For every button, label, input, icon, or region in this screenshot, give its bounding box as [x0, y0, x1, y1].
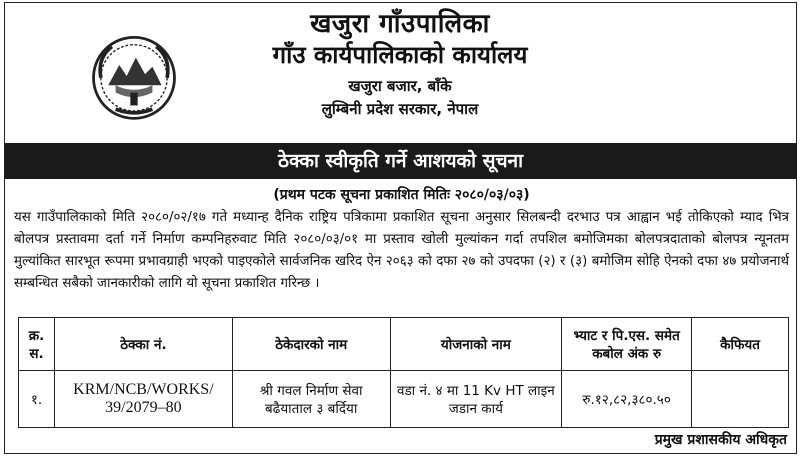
notice-body: यस गाउँपालिकाको मिति २०८०/०२/१७ गते मध्यान्ह दैनिक राष्ट्रिय पत्रिकामा प्रकाशित सूचना अनुसार सिलबन्दी दरभाउ पत्र आह्वान भई तोकिएको म्याद भित्र बोलपत्र प्रस्तावमा दर्ता गर्ने निर्माण कम्पनिहरुवाट मिति २०८०/०३/०१ मा प्रस्ताव खोली मुल्यांकन गर्दा तपशिल बमोजिमका बोलपत्रदाताको बोलपत्र न्यूनतम मुल्यांकित सारभूत रूपमा प्रभावग्राही भएको पाइएकोले सार्वजनिक खरिद ऐन २०६३ को दफा २७ को उपदफा (२) र (३) बमोजिम सोहि ऐनको दफा ४७ प्रयोजनार्थ सम्बन्धित सबैको जानकारीको लागि यो सूचना प्रकाशित गरिन्छ ।: [14, 210, 789, 291]
table-header-row: [19, 318, 789, 371]
cell-contractor: श्री गवल निर्माण सेवा बढैयाताल ३ बर्दिया: [232, 371, 390, 428]
province-line: लुम्बिनी प्रदेश सरकार, नेपाल: [321, 100, 479, 118]
publish-date: (प्रथम पटक सूचना प्रकाशित मितिः २०८०/०३/०३): [273, 187, 530, 203]
signatory-title: प्रमुख प्रशासकीय अधिकृत: [654, 432, 787, 448]
col-serial: क्र. स.: [19, 318, 55, 371]
col-contractor: ठेकेदारको नाम: [232, 318, 390, 371]
nepal-emblem-icon: [88, 30, 180, 122]
table-row: [19, 371, 789, 428]
cell-project: वडा नं. ४ मा 11 Kv HT लाइन जडान कार्य: [390, 371, 562, 428]
notice-title: ठेक्का स्वीकृति गर्ने आशयको सूचना: [4, 143, 797, 179]
office-address: खजुरा बजार, बाँके: [348, 77, 452, 95]
cell-remarks: [692, 371, 789, 428]
bid-table: [18, 317, 789, 428]
col-project: योजनाको नाम: [390, 318, 562, 371]
office-name: गाँउ कार्यपालिकाको कार्यालय: [272, 41, 528, 69]
cell-serial: १.: [19, 371, 55, 428]
office-header: [190, 8, 610, 120]
municipality-name: खजुरा गाँउपालिका: [310, 9, 490, 39]
cell-amount: रु.१२,८२,३८०.५०: [562, 371, 692, 428]
cell-contract-no: KRM/NCB/WORKS/ 39/2079–80: [54, 371, 232, 428]
col-contract-no: ठेक्का नं.: [54, 318, 232, 371]
col-remarks: कैफियत: [692, 318, 789, 371]
col-amount: भ्याट र पि.एस. समेत कबोल अंक रु: [562, 318, 692, 371]
